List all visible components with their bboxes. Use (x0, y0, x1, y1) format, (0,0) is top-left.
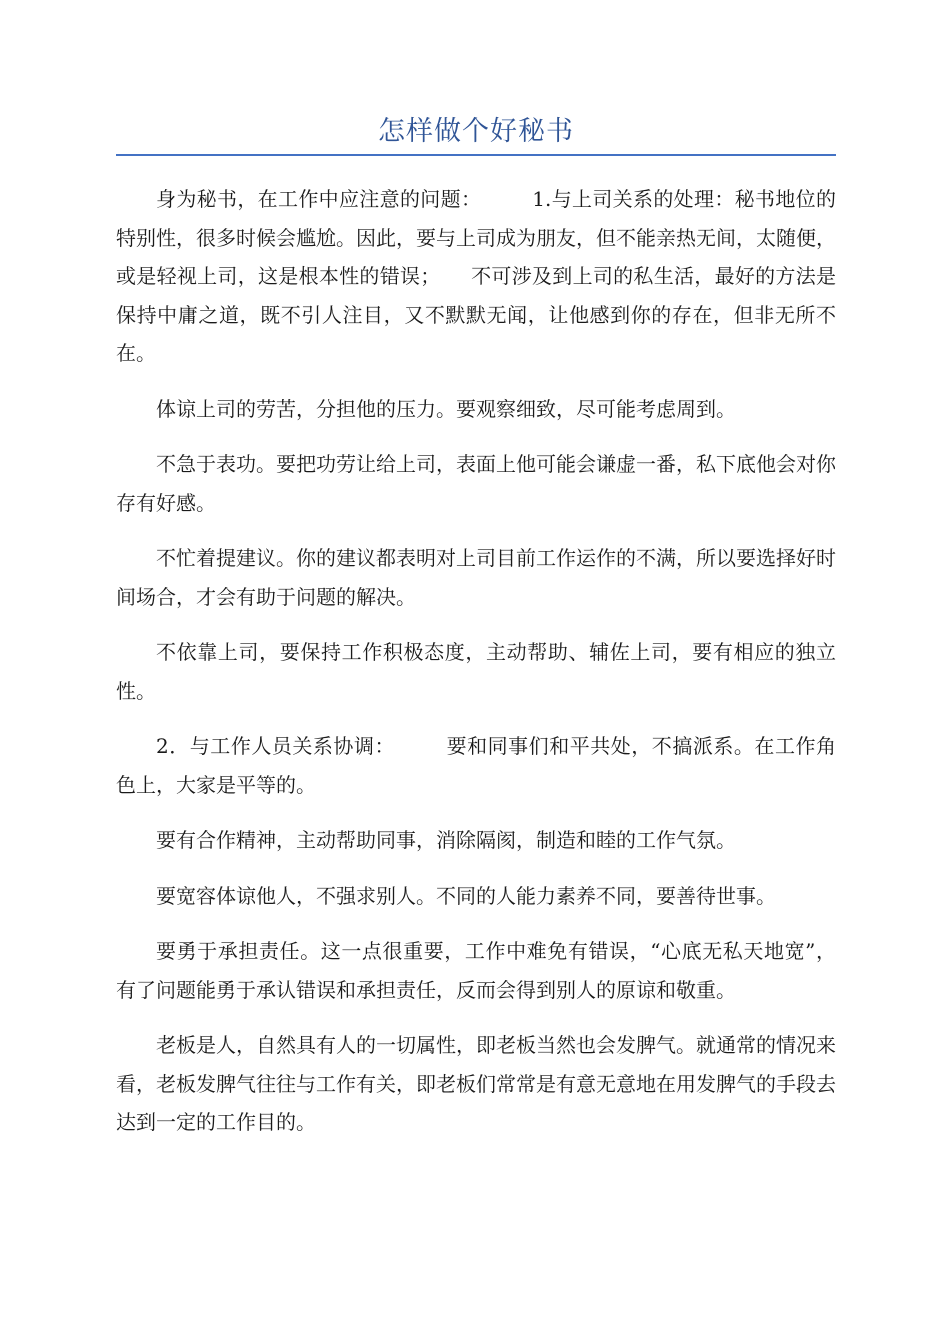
paragraph-9: 要勇于承担责任。这一点很重要，工作中难免有错误，“心底无私天地宽”，有了问题能勇于承认错误和承担责任，反而会得到别人的原谅和敬重。 (116, 939, 836, 1002)
paragraph-10: 老板是人，自然具有人的一切属性，即老板当然也会发脾气。就通常的情况来看，老板发脾气往往与工作有关，即老板们常常是有意无意地在用发脾气的手段去达到一定的工作目的。 (116, 1033, 836, 1134)
paragraph-2: 体谅上司的劳苦，分担他的压力。要观察细致，尽可能考虑周到。 (156, 396, 736, 421)
paragraph-4: 不忙着提建议。你的建议都表明对上司目前工作运作的不满，所以要选择好时间场合，才会有助于问题的解决。 (116, 546, 836, 609)
paragraph-8: 要宽容体谅他人，不强求别人。不同的人能力素养不同，要善待世事。 (156, 883, 776, 908)
title-underline (116, 154, 836, 156)
paragraph-7: 要有合作精神，主动帮助同事，消除隔阂，制造和睦的工作气氛。 (156, 828, 736, 852)
paragraph-6: 2．与工作人员关系协调： 要和同事们和平共处，不搞派系。在工作角色上，大家是平等的。 (116, 734, 836, 797)
paragraph-1: 身为秘书，在工作中应注意的问题： 1.与上司关系的处理：秘书地位的特别性，很多时候会尴尬。因此，要与上司成为朋友，但不能亲热无间，太随便，或是轻视上司，这是根本性的错误； 不可涉及到上司的私生活，最好的方法是保持中庸之道，既不引人注目，又不默默无闻，让他感到你的存在，但非无所不在。 (116, 187, 836, 365)
paragraph-3: 不急于表功。要把功劳让给上司，表面上他可能会谦虚一番，私下底他会对你存有好感。 (116, 452, 836, 515)
paragraph-5: 不依靠上司，要保持工作积极态度，主动帮助、辅佐上司，要有相应的独立性。 (116, 640, 836, 703)
document-title: 怎样做个好秘书 (378, 116, 574, 147)
document-page (116, 112, 836, 1159)
